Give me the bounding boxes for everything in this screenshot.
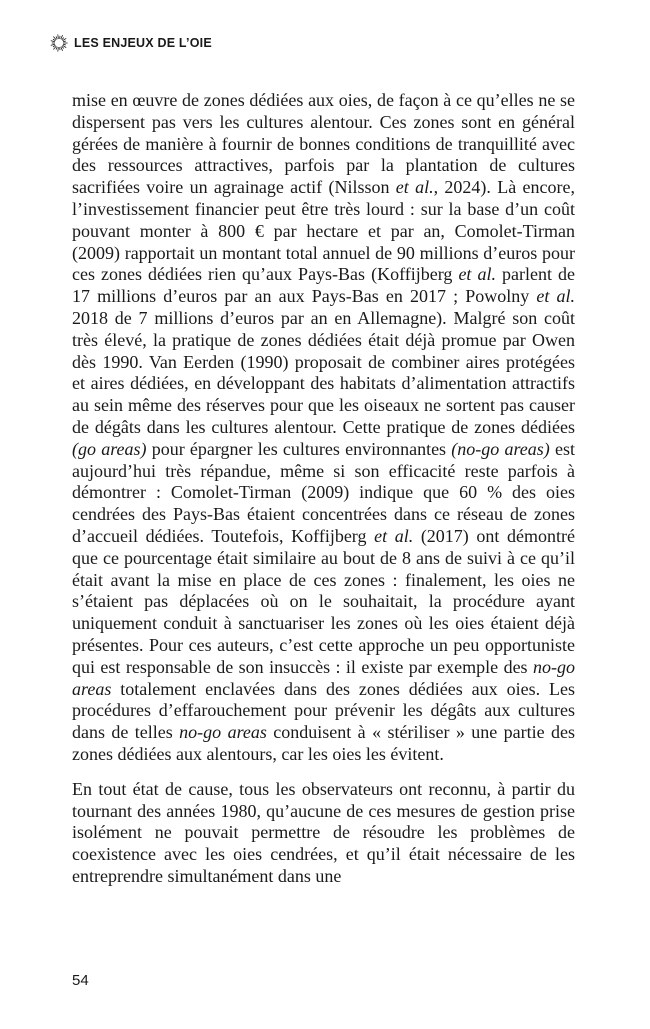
text-run: 2018 de 7 millions d’euros par an en Allemagne). Malgré son coût très élevé, la pratique de zones dédiées était déjà promue par Owen dès 1990. Van Eerden (1990) proposait de combiner aires protégées et aires dédiées, en développant des habitats d’alimentation attractifs au sein même des réserves pour que les oiseaux ne sortent pas causer de dégâts dans les cultures alentour. Cette pratique de zones dédiées: [72, 307, 575, 437]
italic-text: no-go areas: [72, 656, 575, 699]
page-number: 54: [72, 972, 89, 989]
italic-text: et al.: [458, 264, 496, 285]
running-header: [50, 34, 212, 52]
body-text: [72, 90, 575, 888]
text-run: mise en œuvre de zones dédiées aux oies, de façon à ce qu’elles ne se dispersent pas vers les cultures alentour. Ces zones sont en général gérées de manière à fournir de bonnes conditions de tranquillité avec des ressources attractives, parfois par la plantation de cultures sacrifiées voire un agrainage actif (Nilsson: [72, 90, 575, 198]
text-run: est aujourd’hui très répandue, même si son efficacité reste parfois à démontrer : Comolet-Tirman (2009) indique que 60 % des oies cendrées des Pays-Bas étaient concentrées dans ce réseau de zones d’accueil dédiées. Toutefois, Koffijberg: [72, 438, 575, 546]
text-run: totalement enclavées dans des zones dédiées aux oies. Les procédures d’effarouchement pour prévenir les dégâts aux cultures dans de telles: [72, 678, 575, 743]
paragraph: [72, 779, 575, 888]
italic-text: et al.: [374, 525, 414, 546]
text-run: conduisent à « stériliser » une partie des zones dédiées aux alentours, car les oies les évitent.: [72, 722, 575, 764]
italic-text: et al.: [395, 177, 434, 198]
text-run: (2017) ont démontré que ce pourcentage était similaire au bout de 8 ans de suivi à ce qu’il était avant la mise en place de ces zones : finalement, les oies ne s’étaient pas déplacées où on le souhaitait, la procédure ayant uniquement conduit à sanctuariser les zones où les oies étaient déjà présentes. Pour ces auteurs, c’est cette approche un peu opportuniste qui est responsable de son insuccès : il existe par exemple des: [72, 525, 575, 677]
italic-text: no-go areas: [179, 722, 267, 743]
text-run: , 2024). Là encore, l’investissement financier peut être très lourd : sur la base d’un coût pouvant monter à 800 € par hectare et par an, Comolet-Tirman (2009) rapportait un montant total annuel de 90 millions d’euros pour ces zones dédiées rien qu’aux Pays-Bas (Koffijberg: [72, 177, 575, 285]
text-run: En tout état de cause, tous les observateurs ont reconnu, à partir du tournant des années 1980, qu’aucune de ces mesures de gestion prise isolément ne pouvait permettre de résoudre les problèmes de coexistence avec les oies cendrées, et qu’il était nécessaire de les entreprendre simultanément dans une: [72, 778, 575, 886]
sun-rays-icon: [50, 34, 68, 52]
text-run: parlent de 17 millions d’euros par an aux Pays-Bas en 2017 ; Powolny: [72, 264, 575, 307]
italic-text: (no-go areas): [451, 438, 550, 459]
running-header-title: LES ENJEUX DE L’OIE: [74, 36, 212, 50]
text-run: pour épargner les cultures environnantes: [146, 438, 452, 459]
paragraph: [72, 90, 575, 766]
italic-text: (go areas): [72, 438, 147, 459]
italic-text: et al.: [536, 286, 575, 307]
